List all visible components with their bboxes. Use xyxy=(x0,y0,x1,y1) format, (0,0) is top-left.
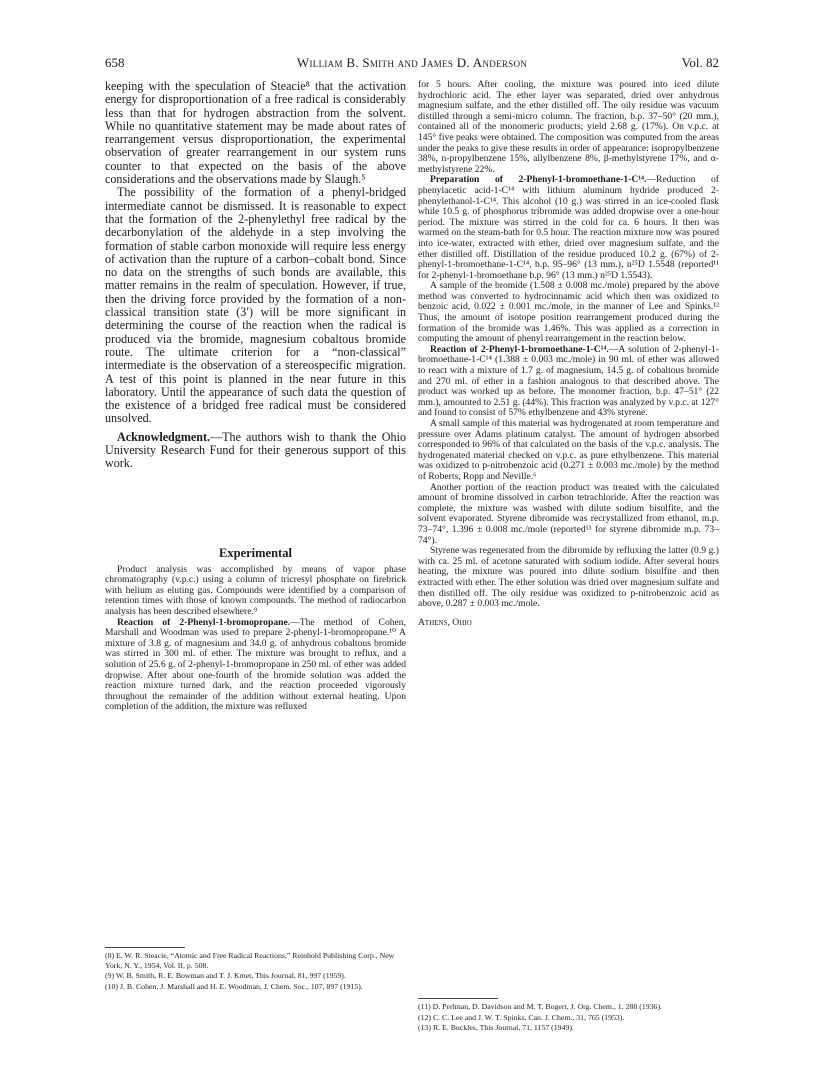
running-header xyxy=(105,55,719,71)
page-number: 658 xyxy=(105,55,125,70)
preparation-heading: Preparation of 2-Phenyl-1-bromoethane-1-C¹⁴. xyxy=(430,174,647,186)
reaction-bromoethane-text: —A solution of 2-phenyl-1-bromoethane-1-C¹⁴ (1.388 ± 0.003 mc./mole) in 90 ml. of ether was allowed to react with a mixture of 1.7 g. of magnesium, 14.5 g. of cobaltous bromide and 270 ml. of ether in a fashion analogous to that described above. The product was worked up as before. The monomer fraction, b.p. 47–51° (22 mm.), amounted to 2.51 g. (44%). This fraction was analyzed by v.p.c. at 127° and found to consist of 57% ethylbenzene and 43% styrene. xyxy=(418,343,720,419)
affiliation-place: Athens, Ohio xyxy=(418,616,472,628)
footnote-12: (12) C. C. Lee and J. W. T. Spinks, Can. J. Chem., 31, 765 (1953). xyxy=(418,1012,625,1022)
reaction-bromopropane-text: —The method of Cohen, Marshall and Woodman was used to prepare 2-phenyl-1-bromopropane.¹⁰ A mixture of 3.8 g. of magnesium and 34.0 g. of anhydrous cobaltous bromide was stirred in 300 ml. of ether. The mixture was brought to reflux, and a solution of 25.6 g. of 2-phenyl-1-bromopropane in 250 ml. of ether was added dropwise. After about one-fourth of the bromide solution was added the reaction mixture turned dark, and the reaction proceeded vigorously throughout the remainder of the addition without external heating. Upon completion of the addition, the mixture was refluxed xyxy=(105,616,406,713)
paragraph-steacie: keeping with the speculation of Steacie⁸ that the activation energy for disproportionation of a free radical is considerably less than that for hydrogen abstraction from the solvent. While no quantitative statement may be made about rates of rearrangement versus disproportionation, the experimental observation of greater rearrangement in our system runs counter to that expected on the basis of the above considerations and the observations made by Slaugh.⁵ xyxy=(105,79,406,187)
footnote-rule-left xyxy=(105,947,185,948)
footnote-13: (13) R. E. Buckles, This Journal, 71, 1157 (1949). xyxy=(418,1023,574,1033)
running-authors: William B. Smith and James D. Anderson xyxy=(296,55,528,70)
acknowledgment-heading: Acknowledgment. xyxy=(117,429,211,444)
paragraph-styrene-regeneration: Styrene was regenerated from the dibromide by refluxing the latter (0.9 g.) with ca. 25 ml. of acetone saturated with sodium iodide. After several hours heating, the mixture was poured into dilute sodium bisulfite and then extracted with ether. The ether solution was dried over magnesium sulfate and then distilled off. The oily residue was oxidized to p-nitrobenzoic acid as above, 0.287 ± 0.003 mc./mole. xyxy=(418,545,719,610)
paragraph-workup: for 5 hours. After cooling, the mixture was poured into iced dilute hydrochloric acid. The ether layer was separated, dried over anhydrous magnesium sulfate, and the ether distilled off. The oily residue was vacuum distilled through a semi-micro column. The fraction, b.p. 37–50° (20 mm.), contained all of the monomeric products; yield 2.68 g. (17%). On v.p.c. at 145° five peaks were obtained. The composition was computed from the areas under the peaks to give these results in order of appearance: isopropylbenzene 38%, n-propylbenzene 15%, allylbenzene 8%, β-methylstyrene 17%, and α-methylstyrene 22%. xyxy=(418,79,719,175)
acknowledgment xyxy=(105,431,406,471)
experimental-heading: Experimental xyxy=(219,546,292,560)
footnote-rule-right xyxy=(418,998,498,999)
experimental-section xyxy=(105,548,406,713)
left-column-body xyxy=(105,80,406,471)
paragraph-reaction-bromoethane xyxy=(418,345,719,419)
right-column xyxy=(418,80,719,628)
reaction-bromoethane-heading: Reaction of 2-Phenyl-1-bromoethane-1-C¹⁴. xyxy=(430,343,609,355)
paragraph-bromine-treatment: Another portion of the reaction product was treated with the calculated amount of bromine dissolved in carbon tetrachloride. After the reaction was complete, the mixture was washed with dilute sodium bisulfite, and the solvent evaporated. Styrene dibromide was recrystallized from ethanol, m.p. 73–74°, 1.396 ± 0.008 mc./mole (reported¹³ for styrene dibromide m.p. 73–74°). xyxy=(418,481,719,546)
footnote-10: (10) J. B. Cohen, J. Marshall and H. E. Woodman, J. Chem. Soc., 107, 897 (1915). xyxy=(105,981,363,991)
paragraph-preparation xyxy=(418,175,719,281)
footnote-11: (11) D. Perlman, D. Davidson and M. T. Bogert, J. Org. Chem., 1, 288 (1936). xyxy=(418,1002,662,1011)
preparation-text: —Reduction of phenylacetic acid-1-C¹⁴ with lithium aluminum hydride produced 2-phenylethanol-1-C¹⁴. This alcohol (10 g.) was stirred in an ice-cooled flask while 10.5 g. of phosphorus tribromide was added dropwise over a one-hour period. The mixture was stirred in the cold for ca. 6 hours. It then was warmed on the steam-bath for 0.5 hour. The reaction mixture now was poured into ice-water, extracted with ether, dried over magnesium sulfate, and the ether distilled off. Distillation of the residue produced 10.2 g. (67%) of 2-phenyl-1-bromoethane-1-C¹⁴, b.p. 95–96° (13 mm.), n²⁵D 1.5548 (reported¹¹ for 2-phenyl-1-bromoethane b.p. 96° (13 mm.) n²⁵D 1.5543). xyxy=(418,174,719,281)
paragraph-reaction-bromopropane xyxy=(105,618,406,713)
footnotes-left xyxy=(105,951,406,992)
paragraph-bridged-intermediate: The possibility of the formation of a phenyl-bridged intermediate cannot be dismissed. It is reasonable to expect that the formation of the 2-phenylethyl free radical by the decarbonylation of the aldehyde in a step involving the formation of stable carbon monoxide will require less energy of activation than the rupture of a carbon–cobalt bond. Since no data on the strengths of such bonds are available, this matter remains in the realm of speculation. However, if true, then the driving force provided by the formation of a non-classical transition state (3′) will be more significant in determining the course of the reaction when the radical is produced via the bromide, magnesium cobaltous bromide route. The ultimate criterion for a “non-classical” intermediate is the observation of a stereospecific migration. A test of this point is planned in the near future in this laboratory. Until the appearance of such data the question of the existence of a bridged free radical must be considered unsolved. xyxy=(105,185,406,426)
paragraph-hydrogenation: A small sample of this material was hydrogenated at room temperature and pressure over Adams platinum catalyst. The amount of hydrogen absorbed corresponded to 96% of that calculated on the basis of the v.p.c. analysis. The hydrogenated material checked on v.p.c. as pure ethylbenzene. This material was oxidized to p-nitrobenzoic acid (0.271 ± 0.003 mc./mole) by the method of Roberts, Ropp and Neville.⁶ xyxy=(418,418,719,482)
paragraph-product-analysis: Product analysis was accomplished by means of vapor phase chromatography (v.p.c.) using a column of tricresyl phosphate on firebrick with helium as eluting gas. Compounds were identified by a comparison of retention times with those of known compounds. The method of radiocarbon analysis has been described elsewhere.⁹ xyxy=(105,563,406,617)
volume-label: Vol. 82 xyxy=(681,55,719,70)
paragraph-bromide-sample: A sample of the bromide (1.508 ± 0.008 mc./mole) prepared by the above method was converted to hydrocinnamic acid which then was oxidized to benzoic acid, 0.022 ± 0.001 mc./mole, in the manner of Lee and Spinks.¹² Thus, the amount of isotope position rearrangement produced during the formation of the bromide was 1.46%. This was applied as a correction in computing the amount of phenyl rearrangement in the reaction below. xyxy=(418,280,719,345)
acknowledgment-text: —The authors wish to thank the Ohio University Research Fund for their generous support of this work. xyxy=(105,429,406,471)
footnote-9: (9) W. B. Smith, R. E. Bowman and T. J. Kmet, This Journal, 81, 997 (1959). xyxy=(105,971,346,981)
footnotes-right xyxy=(418,1002,719,1034)
footnote-8: (8) E. W. R. Steacie, “Atomic and Free Radical Reactions,” Reinhold Publishing Corp., New York, N. Y., 1954, Vol. II, p. 508. xyxy=(105,951,395,970)
reaction-bromopropane-heading: Reaction of 2-Phenyl-1-bromopropane. xyxy=(117,616,291,628)
